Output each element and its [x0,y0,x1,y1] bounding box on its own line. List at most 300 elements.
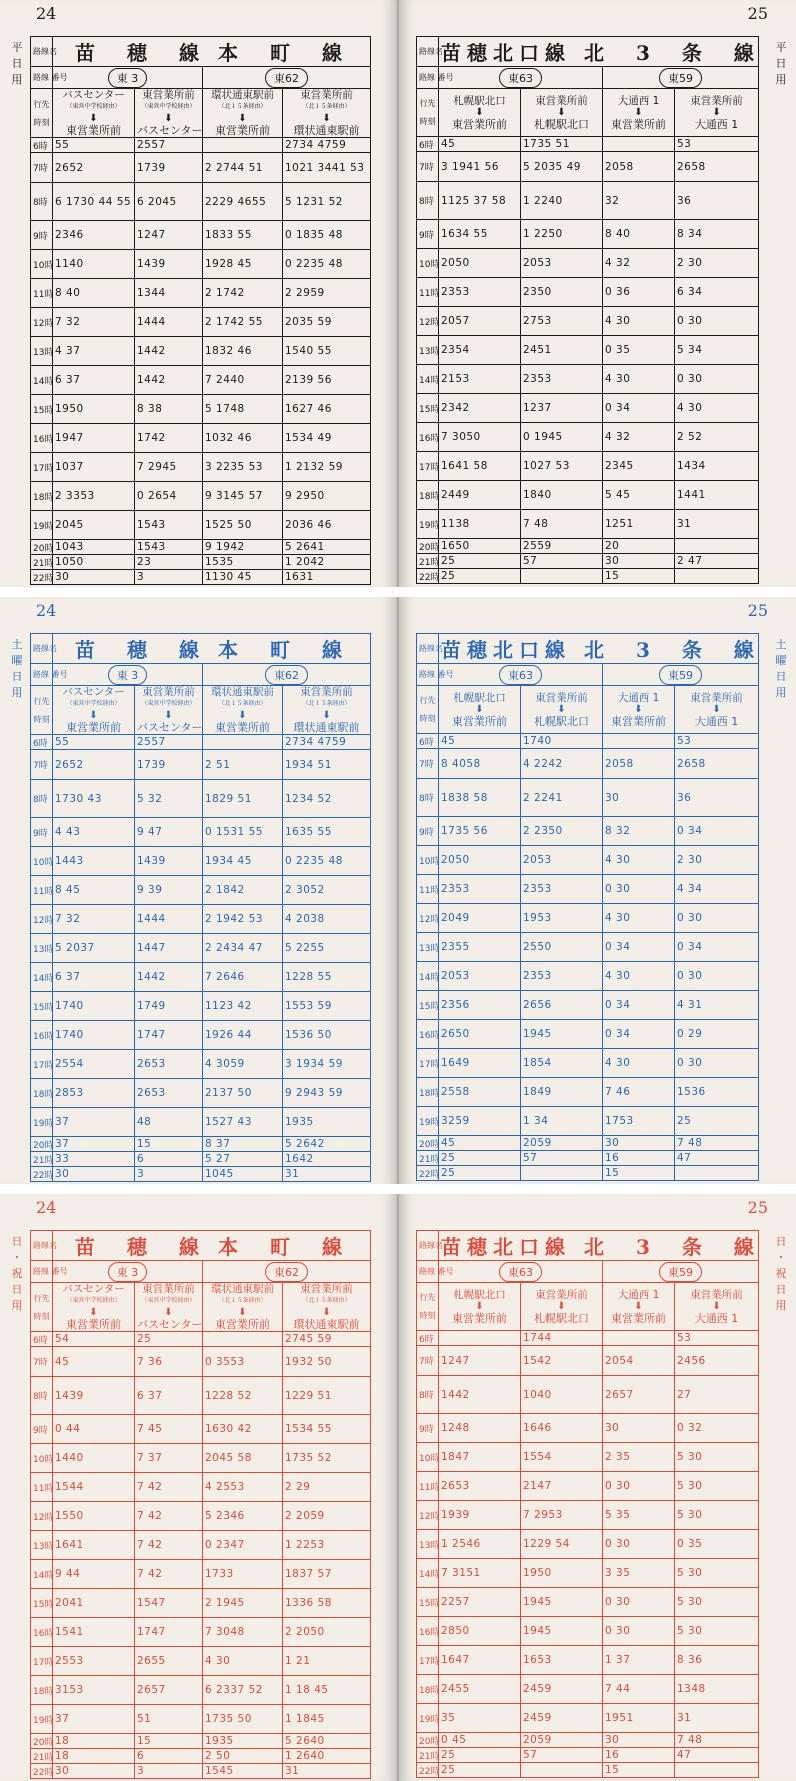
day-type-label: 平 日 用 [775,41,787,86]
departure-times-cell: 5 30 [675,1559,759,1588]
destination-stop: 東営業所前 [66,721,121,734]
departure-times-cell: 45 [439,137,521,152]
departure-times-cell: 1434 [675,452,759,481]
hour-cell: 18時 [31,482,53,511]
departure-times-cell: 25 [439,569,521,584]
origin-stop: 東営業所前 [300,1283,353,1295]
departure-times-cell: 16 [603,1151,675,1166]
departure-times-cell: 4 3059 [203,1050,283,1079]
hour-row [417,749,759,779]
destination-stop: バスセンター [137,721,203,734]
hour-row [417,734,759,749]
departure-times-cell: 2 30 [675,249,759,278]
departure-times-cell: 25 [675,1107,759,1136]
departure-times-cell: 1 2240 [521,182,603,220]
departure-times-cell: 7 42 [135,1560,203,1589]
down-arrow-icon: ⬇ [712,1300,721,1312]
departure-times-cell: 7 2646 [203,963,283,992]
destination-cell [203,89,283,138]
departure-times-cell: 2455 [439,1675,521,1704]
departure-times-cell: 4 2553 [203,1473,283,1502]
departure-times-cell: 0 30 [675,962,759,991]
departure-times-cell: 1442 [135,337,203,366]
departure-times-cell: 2353 [521,875,603,904]
destination-stop: 東営業所前 [611,1311,666,1325]
departure-times-cell: 7 48 [521,510,603,539]
down-arrow-icon: ⬇ [238,710,247,721]
departure-times-cell: 37 [53,1137,135,1152]
departure-times-cell: 6 37 [135,1377,203,1415]
hour-cell: 14時 [417,365,439,394]
route-number-cell [603,664,759,686]
down-arrow-icon: ⬇ [89,710,98,721]
departure-times-cell: 3 2235 53 [203,453,283,482]
departure-times-cell: 2 52 [675,423,759,452]
hour-row [417,875,759,904]
hour-cell: 8時 [417,182,439,220]
departure-times-cell: 4 32 [603,249,675,278]
departure-times-cell: 0 45 [439,1733,521,1748]
day-type-label: 平 日 用 [11,41,23,86]
hour-row [31,1560,371,1589]
departure-times-cell [675,539,759,554]
departure-times-cell: 0 34 [603,933,675,962]
hour-cell: 21時 [417,554,439,569]
origin-stop: バスセンター [62,1283,125,1295]
departure-times-cell: 30 [603,779,675,817]
departure-times-cell: 5 34 [675,336,759,365]
departure-times-cell: 1838 58 [439,779,521,817]
down-arrow-icon: ⬇ [89,1307,98,1318]
hour-row [417,1472,759,1501]
departure-times-cell: 1840 [521,481,603,510]
departure-times-cell: 1833 55 [203,221,283,250]
down-arrow-icon: ⬇ [164,113,173,124]
departure-times-cell: 2558 [439,1078,521,1107]
hour-cell: 6時 [417,137,439,152]
departure-times-cell: 1 2546 [439,1530,521,1559]
departure-times-cell: 6 2337 52 [203,1676,283,1705]
departure-times-cell: 7 44 [603,1675,675,1704]
hour-row [31,1377,371,1415]
departure-times-cell: 1228 55 [283,963,371,992]
hour-cell: 13時 [417,1530,439,1559]
destination-cell [135,1283,203,1332]
hour-row [417,423,759,452]
departure-times-cell: 5 35 [603,1501,675,1530]
departure-times-cell: 25 [439,554,521,569]
departure-times-cell: 36 [675,182,759,220]
departure-times-cell: 2041 [53,1589,135,1618]
hour-row [417,1588,759,1617]
departure-times-cell: 4 31 [675,991,759,1020]
departure-times-cell: 2139 56 [283,366,371,395]
departure-times-cell: 30 [53,570,135,585]
departure-times-cell: 1234 52 [283,780,371,818]
hour-label: 時刻 [419,1311,436,1320]
departure-times-cell: 1534 49 [283,424,371,453]
departure-times-cell: 1744 [521,1331,603,1346]
hour-cell: 11時 [31,876,53,905]
departure-times-cell: 1934 45 [203,847,283,876]
departure-times-cell: 3 [135,1764,203,1779]
hour-row [417,846,759,875]
departure-times-cell: 7 3048 [203,1618,283,1647]
hour-cell: 18時 [417,481,439,510]
origin-stop: 東営業所前 [535,94,588,107]
departure-times-cell: 37 [53,1108,135,1137]
route-number-cell [439,664,603,686]
via-note: （北１５条経由） [218,103,267,110]
departure-times-cell: 9 1942 [203,540,283,555]
departure-times-cell: 37 [53,1705,135,1734]
hour-row [417,1763,759,1778]
destination-cell [135,686,203,735]
departure-times-cell: 2345 [603,452,675,481]
hour-row [31,424,371,453]
timetable-spread-saturday [0,597,796,1184]
route-number-label: 路線 番号 [417,67,439,89]
destination-stop: 東営業所前 [215,721,270,734]
hour-cell: 15時 [417,991,439,1020]
hour-cell: 8時 [31,780,53,818]
hour-row [31,395,371,424]
departure-times-cell: 1442 [439,1376,521,1414]
departure-times-cell: 1140 [53,250,135,279]
hour-row [417,1559,759,1588]
departure-times-cell: 7 46 [603,1078,675,1107]
route-number-badge: 東 3 [108,1262,148,1282]
route-number-cell [53,1261,203,1283]
hour-row [417,481,759,510]
departure-times-cell: 0 34 [603,1020,675,1049]
route-number-cell [203,664,371,686]
departure-times-cell: 2745 59 [283,1332,371,1347]
departure-times-cell: 2059 [521,1136,603,1151]
origin-stop: 東営業所前 [690,1288,743,1301]
departure-times-cell: 3 35 [603,1559,675,1588]
destination-cell [53,686,135,735]
destination-stop: 東営業所前 [215,124,270,137]
hour-row [31,1531,371,1560]
departure-times-cell: 2045 58 [203,1444,283,1473]
departure-times-cell: 1547 [135,1589,203,1618]
departure-times-cell: 0 30 [675,1049,759,1078]
hour-row [31,1444,371,1473]
departure-times-cell: 2753 [521,307,603,336]
departure-times-cell: 1735 50 [203,1705,283,1734]
hour-cell: 16時 [31,424,53,453]
origin-stop: 環状通東駅前 [211,686,274,698]
departure-times-cell: 47 [675,1748,759,1763]
departure-times-cell: 4 30 [675,394,759,423]
hour-cell: 17時 [31,453,53,482]
departure-times-cell: 3 [135,570,203,585]
departure-times-cell: 2058 [603,749,675,779]
origin-stop: 東営業所前 [535,691,588,704]
departure-times-cell: 2050 [439,249,521,278]
route-number-label: 路線 番号 [31,1261,53,1283]
departure-times-cell: 1443 [53,847,135,876]
departure-times-cell: 1536 [675,1078,759,1107]
departure-times-cell: 2658 [675,749,759,779]
destination-stop: 東営業所前 [215,1318,270,1331]
departure-times-cell: 1228 52 [203,1377,283,1415]
departure-times-cell: 1641 [53,1531,135,1560]
departure-times-cell: 1543 [135,511,203,540]
hour-cell: 10時 [31,250,53,279]
departure-times-cell [675,1763,759,1778]
route-name-label: 路線名 [417,634,439,664]
departure-times-cell: 1 2640 [283,1749,371,1764]
departure-times-cell: 1344 [135,279,203,308]
day-type-label: 土 曜 日 用 [11,638,23,699]
departure-times-cell: 1935 [203,1734,283,1749]
departure-times-cell: 5 2346 [203,1502,283,1531]
hour-row [31,1764,371,1779]
route-name-label: 路線名 [417,37,439,67]
departure-times-cell: 0 3553 [203,1347,283,1377]
hour-cell: 17時 [417,1646,439,1675]
departure-times-cell: 1439 [135,250,203,279]
departure-times-cell: 1733 [203,1560,283,1589]
departure-times-cell: 8 32 [603,817,675,846]
route-number-cell [603,67,759,89]
departure-times-cell: 0 30 [603,1472,675,1501]
departure-times-cell: 0 30 [675,365,759,394]
left-page [0,1194,398,1781]
departure-times-cell: 1229 54 [521,1530,603,1559]
origin-stop: 東営業所前 [142,89,195,101]
timetable-spread-weekday [0,0,796,587]
hour-row [31,540,371,555]
destination-stop: 東営業所前 [66,1318,121,1331]
departure-times-cell: 35 [439,1704,521,1733]
departure-times-cell: 45 [439,1136,521,1151]
departure-times-cell: 9 2943 59 [283,1079,371,1108]
route-number-cell [53,67,203,89]
departure-times-cell: 5 1748 [203,395,283,424]
departure-times-cell: 8 40 [603,220,675,249]
hour-row [31,1618,371,1647]
destination-stop: バスセンター [137,124,203,137]
origin-stop: 東営業所前 [690,691,743,704]
departure-times-cell: 2053 [439,962,521,991]
hour-label: 時刻 [33,1311,50,1321]
hour-row [31,153,371,183]
timetable-grid [30,1230,371,1779]
departure-times-cell: 1739 [135,750,203,780]
departure-times-cell: 30 [603,1733,675,1748]
departure-times-cell: 1 21 [283,1647,371,1676]
via-note: （東営中学校経由） [66,700,121,707]
departure-times-cell: 8 38 [135,395,203,424]
via-note: （北１５条経由） [218,1297,267,1304]
destination-label: 行先 [419,99,436,108]
departure-times-cell: 2656 [521,991,603,1020]
departure-times-cell: 4 37 [53,337,135,366]
hour-row [417,1646,759,1675]
down-arrow-icon: ⬇ [475,1300,484,1312]
departure-times-cell: 2 1742 [203,279,283,308]
origin-stop: 東営業所前 [142,686,195,698]
departure-times-cell [521,569,603,584]
departure-times-cell: 5 27 [203,1152,283,1167]
hour-cell: 19時 [417,510,439,539]
hour-cell: 22時 [417,1166,439,1181]
hour-row [417,1151,759,1166]
departure-times-cell: 7 36 [135,1347,203,1377]
departure-times-cell: 1545 [203,1764,283,1779]
departure-times-cell: 6 1730 44 55 [53,183,135,221]
hour-cell: 10時 [417,1443,439,1472]
hour-cell: 19時 [417,1107,439,1136]
departure-times-cell: 1 2250 [521,220,603,249]
page-number: 24 [36,4,57,23]
departure-times-cell: 2734 4759 [283,735,371,750]
departure-times-cell: 2655 [135,1647,203,1676]
timetable-grid [30,36,371,585]
departure-times-cell: 1442 [135,963,203,992]
hour-row [417,182,759,220]
departure-times-cell: 1650 [439,539,521,554]
destination-label: 行先 [33,696,50,706]
hour-cell: 11時 [31,1473,53,1502]
departure-times-cell: 2 2050 [283,1618,371,1647]
departure-times-cell: 30 [603,554,675,569]
departure-times-cell: 8 36 [675,1646,759,1675]
departure-times-cell: 2 29 [283,1473,371,1502]
departure-times-cell: 1444 [135,905,203,934]
hour-cell: 10時 [417,249,439,278]
departure-times-cell: 1740 [521,734,603,749]
hour-row [31,453,371,482]
departure-times-cell: 0 30 [603,1588,675,1617]
destination-hour-label [31,89,53,138]
hour-row [31,138,371,153]
hour-cell: 12時 [417,307,439,336]
destination-hour-label [417,89,439,137]
hour-row [31,934,371,963]
hour-row [31,279,371,308]
departure-times-cell: 2850 [439,1617,521,1646]
hour-row [31,735,371,750]
route-number-label: 路線 番号 [31,664,53,686]
down-arrow-icon: ⬇ [322,1307,331,1318]
departure-times-cell: 2 2434 47 [203,934,283,963]
departure-times-cell: 1932 50 [283,1347,371,1377]
departure-times-cell: 4 30 [603,1049,675,1078]
hour-cell: 6時 [31,735,53,750]
departure-times-cell: 23 [135,555,203,570]
origin-stop: 東営業所前 [535,1288,588,1301]
departure-times-cell: 30 [53,1167,135,1182]
destination-stop: 東営業所前 [452,117,507,131]
departure-times-cell [675,1166,759,1181]
departure-times-cell: 1950 [521,1559,603,1588]
departure-times-cell: 47 [675,1151,759,1166]
departure-times-cell: 25 [439,1748,521,1763]
departure-times-cell: 1040 [521,1376,603,1414]
departure-times-cell: 7 42 [135,1502,203,1531]
departure-times-cell: 5 2037 [53,934,135,963]
departure-times-cell: 1527 43 [203,1108,283,1137]
departure-times-cell: 15 [603,1166,675,1181]
departure-times-cell: 1735 51 [521,137,603,152]
departure-times-cell: 0 1835 48 [283,221,371,250]
departure-times-cell: 0 32 [675,1414,759,1443]
departure-times-cell: 1747 [135,1021,203,1050]
destination-cell [283,1283,371,1332]
departure-times-cell: 1440 [53,1444,135,1473]
departure-times-cell: 2354 [439,336,521,365]
departure-times-cell [603,1331,675,1346]
departure-times-cell: 1740 [53,1021,135,1050]
departure-times-cell: 1444 [135,308,203,337]
hour-cell: 6時 [417,1331,439,1346]
route-number-badge: 東 3 [108,665,148,685]
hour-row [31,1705,371,1734]
hour-row [31,1167,371,1182]
departure-times-cell: 0 2235 48 [283,250,371,279]
hour-cell: 7時 [417,1346,439,1376]
hour-cell: 19時 [31,511,53,540]
day-type-label: 日 ・ 祝 日 用 [11,1235,23,1312]
departure-times-cell: 2 2350 [521,817,603,846]
departure-times-cell: 0 34 [603,394,675,423]
destination-cell [283,89,371,138]
departure-times-cell: 1 18 45 [283,1676,371,1705]
hour-cell: 11時 [417,1472,439,1501]
hour-cell: 14時 [31,366,53,395]
hour-cell: 9時 [417,1414,439,1443]
departure-times-cell: 15 [135,1734,203,1749]
departure-times-cell: 1635 55 [283,818,371,847]
hour-row [417,1346,759,1376]
departure-times-cell: 1847 [439,1443,521,1472]
departure-times-cell: 4 30 [603,846,675,875]
hour-row [417,1078,759,1107]
hour-row [417,220,759,249]
route-number-cell [603,1261,759,1283]
departure-times-cell: 0 29 [675,1020,759,1049]
destination-stop: 東営業所前 [611,714,666,728]
departure-times-cell: 15 [135,1137,203,1152]
timetable-grid [416,633,759,1181]
hour-cell: 12時 [417,1501,439,1530]
departure-times-cell: 1735 56 [439,817,521,846]
route-name-label: 路線名 [417,1231,439,1261]
departure-times-cell: 1525 50 [203,511,283,540]
hour-cell: 20時 [417,1733,439,1748]
departure-times-cell: 2 3353 [53,482,135,511]
departure-times-cell: 2650 [439,1020,521,1049]
departure-times-cell: 54 [53,1332,135,1347]
origin-stop: 東営業所前 [300,686,353,698]
departure-times-cell: 1123 42 [203,992,283,1021]
departure-times-cell: 1125 37 58 [439,182,521,220]
departure-times-cell: 0 34 [603,991,675,1020]
departure-times-cell: 0 44 [53,1415,135,1444]
departure-times-cell: 31 [675,1704,759,1733]
down-arrow-icon: ⬇ [712,106,721,118]
hour-cell: 15時 [417,1588,439,1617]
departure-times-cell: 5 30 [675,1588,759,1617]
hour-cell: 13時 [31,337,53,366]
hour-row [417,817,759,846]
departure-times-cell: 1740 [53,992,135,1021]
hour-row [31,1676,371,1705]
